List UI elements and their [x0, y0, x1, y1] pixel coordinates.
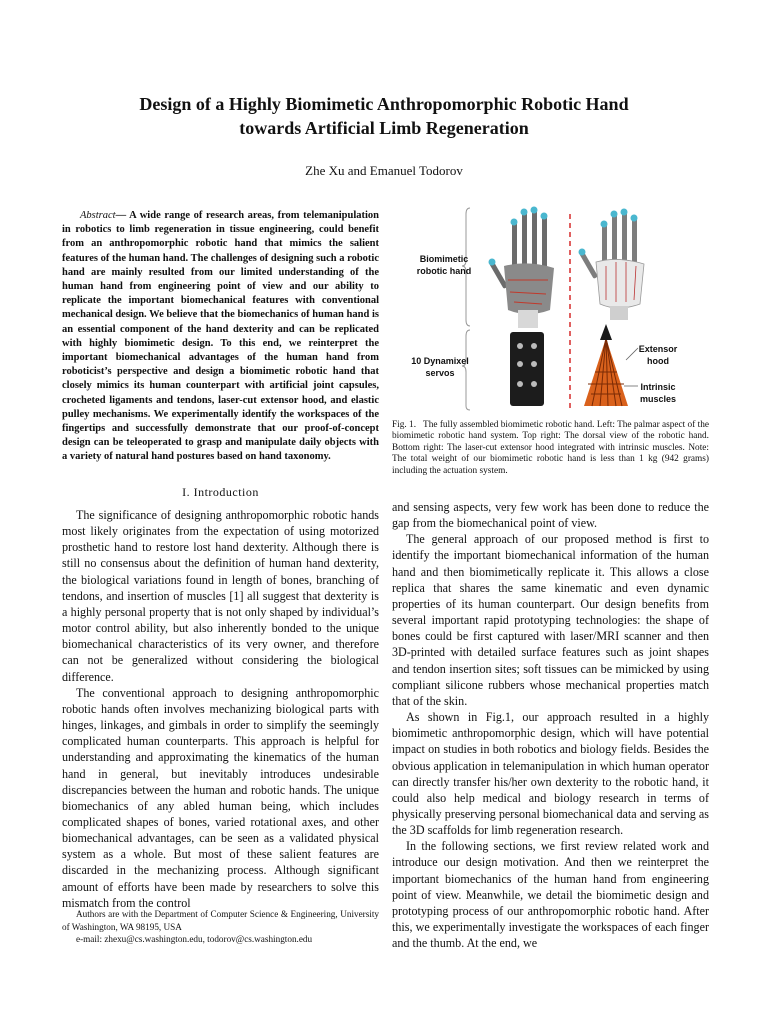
- paragraph: The general approach of our proposed method is first to identify the important biomechanical information of the human hand and then biomimetically replicate it. This allows a close replica that shares the same kinematic and even dynamic properties of its human counterpart. Our design benefits from several important rapid prototyping technologies: the shape of bones could be first captured with laser/MRI scanner and then 3D-printed with detailed surface features such as joint shapes and tendon insertion sites; soft tissues can be mimicked by using compliant silicone rubbers whose mechanical properties match that of the skin.: [392, 532, 709, 708]
- extensor-pointer: [626, 348, 638, 360]
- extensor-hood-image: [584, 324, 628, 406]
- label-intrinsic-1: Intrinsic: [640, 382, 676, 392]
- robotic-hand-figure: [392, 200, 709, 412]
- paragraph: and sensing aspects, very few work has been done to reduce the gap from the biomechanical point of view.: [392, 500, 709, 531]
- label-servos-2: servos: [425, 368, 455, 378]
- footnote: [62, 908, 379, 946]
- paragraph: As shown in Fig.1, our approach resulted in a highly biomimetic anthropomorphic design, which will have potential impact on studies in both robotics and biology fields. Besides the obvious application in telemanipulation in which human operator can directly transfer his/her own dexterity to the robotic hand, it could also help medical and biology research in terms of physically preserving personal biomechanical data and serving as the 3D scaffolds for limb regeneration research.: [392, 710, 709, 838]
- figure-caption: [392, 420, 709, 477]
- caption-text: The fully assembled biomimetic robotic hand. Left: The palmar aspect of the biomimetic robotic hand system. Top right: The dorsal view of the robotic hand. Bottom right: The laser-cut extensor hood integrated with intrinsic muscles. Note: The total weight of our biomimetic robotic hand is less than 1 kg (942 grams) including the actuation system.: [392, 420, 709, 476]
- footnote-email: e-mail: zhexu@cs.washington.edu, todorov@cs.washington.edu: [76, 934, 313, 944]
- label-biomimetic-2: robotic hand: [416, 266, 472, 276]
- paragraph: In the following sections, we first review related work and introduce our design motivation. And then we reinterpret the important biomechanics of the human hand from engineering point of view. Meanwhile, we detail the biomimetic design and prototyping process of our anthropomorphic robotic hand. After this, we experimentally investigate the workspaces of each finger and the thumb. At the end, we: [392, 839, 709, 951]
- paragraph: The significance of designing anthropomorphic robotic hands most likely originates from the expectation of using motorized prosthetic hand to restore lost hand dexterity. Although there is still no consensus about the definition of human hand dexterity, the biological variations found in length of bones, branching of tendons, and insertion of muscles [1] all suggest that dexterity is a highly personal property that is not only shaped by individual’s motor control ability, but also inherently bonded to the unique biomechanical characteristics of its very owner, and therefore can not be generalized without considering the biological difference.: [62, 508, 379, 684]
- label-servos-1: 10 Dynamixel: [411, 356, 469, 366]
- abstract-lead: Abstract: [80, 210, 116, 221]
- paragraph: The conventional approach to designing anthropomorphic robotic hands often involves mechanizing biological parts with hinges, linkages, and gimbals in order to simplify the seemingly complicated human counterparts. This approach is helpful for understanding and approximating the kinematics of the human hand in general, but inevitably introduces undesirable discrepancies between the human and robotic hands. The unique biomechanics of any abled human being, which includes complicated shapes of bones, varied rotational axes, and other biomechanical advantages, can be seen as a validated physical system as a whole. But most of these salient features are discarded in the mechanizing process. Although significant amount of efforts have been made by researchers to solve this mismatch from the control: [62, 685, 379, 910]
- right-body: [392, 499, 709, 951]
- abstract-text: — A wide range of research areas, from telemanipulation in robotics to limb regeneration in tissue engineering, could benefit from an anthropomorphic robotic hand that mimics the salient features of the human hand. The challenges of designing such a robotic hand are mainly resulted from our limited understanding of the human hand from engineering point of view and our ability to replicate the important biomechanical features with conventional mechanical design. We believe that the biomechanics of human hand is an essential component of the hand dexterity and can be replicated with highly biomimetic design. To this end, we reinterpret the important biomechanical advantages of the human hand from roboticist’s perspective and design a biomimetic robotic hand that closely mimics its human counterpart with artificial joint capsules, crocheted ligaments and tendons, laser-cut extensor hood, and elastic pulley mechanisms. We experimentally identify the workspaces of the fingertips and successfully demonstrate that our proof-of-concept design can be teleoperated to grasp and manipulate daily objects with a variety of natural hand postures based on hand taxonomy.: [62, 210, 379, 463]
- bracket-servos: [462, 330, 470, 410]
- abstract: [62, 209, 379, 465]
- section-heading: I. Introduction: [182, 485, 259, 499]
- label-extensor-2: hood: [647, 356, 669, 366]
- label-biomimetic-1: Biomimetic: [419, 254, 469, 264]
- footnote-affiliation: Authors are with the Department of Computer Science & Engineering, University of Washington, WA 98195, USA: [62, 909, 379, 932]
- left-body: [62, 507, 379, 911]
- dorsal-hand-image: [579, 209, 645, 321]
- palmar-hand-image: [489, 207, 555, 407]
- label-intrinsic-2: muscles: [639, 394, 677, 404]
- title-line-1: Design of a Highly Biomimetic Anthropomorphic Robotic Hand: [139, 94, 629, 114]
- caption-label: Fig. 1.: [392, 420, 417, 430]
- title-line-2: towards Artificial Limb Regeneration: [239, 118, 529, 138]
- label-extensor-1: Extensor: [638, 344, 678, 354]
- paper-title: [60, 92, 708, 140]
- authors: Zhe Xu and Emanuel Todorov: [305, 163, 463, 178]
